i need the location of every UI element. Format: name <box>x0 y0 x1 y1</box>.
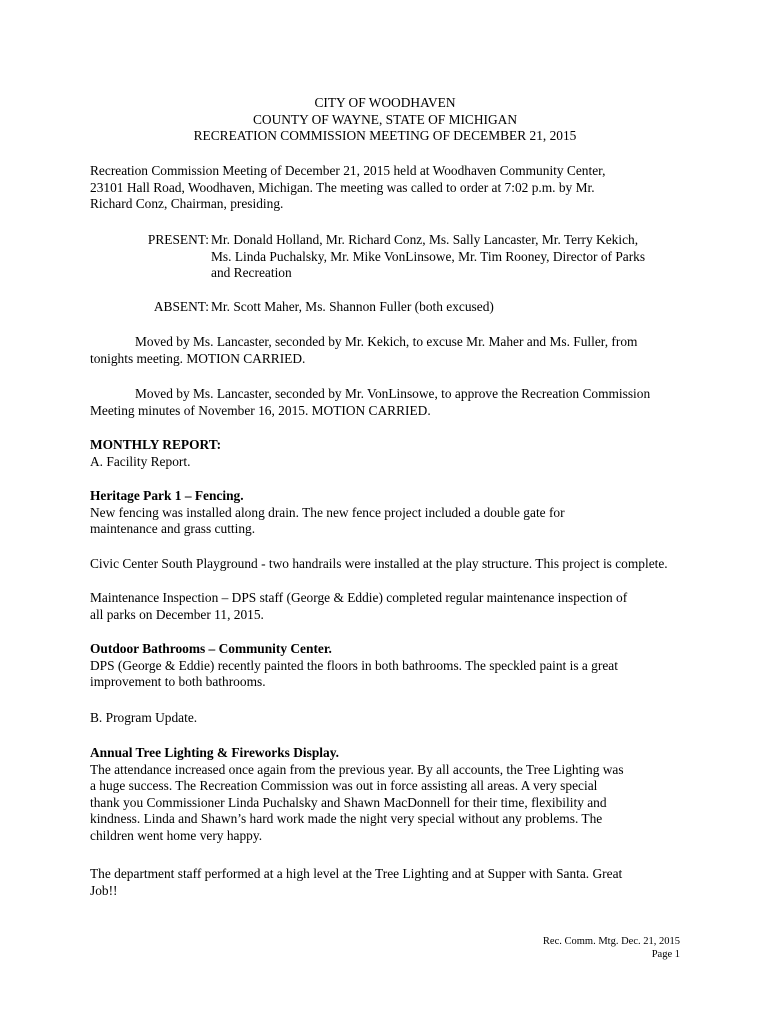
present-section <box>90 232 209 249</box>
bathrooms-heading: Outdoor Bathrooms – Community Center. <box>90 641 332 656</box>
tree-lighting-heading: Annual Tree Lighting & Fireworks Display. <box>90 745 339 760</box>
tree-lighting-section: Annual Tree Lighting & Fireworks Display. The attendance increased once again from the previous year. By all accounts, the Tree Lighting was a huge success. The Recreation Commission was out in force assisting all areas. A very special thank you Commissioner Linda Puchalsky and Shawn MacDonnell for their time, flexibility and kindness. Linda and Shawn’s hard work made the night very special without any problems. The children went home very happy. <box>90 745 730 845</box>
absent-label: ABSENT: <box>153 299 209 314</box>
header-city: CITY OF WOODHAVEN <box>314 95 456 110</box>
monthly-report-section <box>90 437 730 470</box>
monthly-report-heading: MONTHLY REPORT: <box>90 437 222 452</box>
maintenance-paragraph: Maintenance Inspection – DPS staff (George & Eddie) completed regular maintenance inspection of all parks on December 11, 2015. <box>90 590 628 622</box>
absent-section <box>90 299 209 316</box>
motion-approve-minutes: Moved by Ms. Lancaster, seconded by Mr. VonLinsowe, to approve the Recreation Commission Meeting minutes of November 16, 2015. MOTION CARRIED. <box>90 386 651 418</box>
present-label: PRESENT: <box>147 232 209 247</box>
motion-excuse: Moved by Ms. Lancaster, seconded by Mr. Kekich, to excuse Mr. Maher and Ms. Fuller, from tonights meeting. MOTION CARRIED. <box>90 334 638 366</box>
header-county: COUNTY OF WAYNE, STATE OF MICHIGAN <box>252 111 518 127</box>
footer-page-number: Page 1 <box>651 949 680 960</box>
absent-list: Mr. Scott Maher, Ms. Shannon Fuller (both excused) <box>211 299 494 314</box>
document-header <box>0 95 770 145</box>
heritage-park-section: Heritage Park 1 – Fencing. New fencing was installed along drain. The new fence project included a double gate for maintenance and grass cutting. <box>90 488 730 538</box>
program-update-label: B. Program Update. <box>90 710 198 725</box>
staff-paragraph: The department staff performed at a high level at the Tree Lighting and at Supper with Santa. Great Job!! <box>90 866 623 898</box>
page-footer <box>543 935 680 961</box>
facility-report-label: A. Facility Report. <box>90 453 191 469</box>
heritage-park-heading: Heritage Park 1 – Fencing. <box>90 488 244 503</box>
bathrooms-section: Outdoor Bathrooms – Community Center. DPS (George & Eddie) recently painted the floors in both bathrooms. The speckled paint is a great improvement to both bathrooms. <box>90 641 730 691</box>
header-meeting-title: RECREATION COMMISSION MEETING OF DECEMBER 21, 2015 <box>193 128 577 144</box>
civic-center-paragraph: Civic Center South Playground - two handrails were installed at the play structure. This project is complete. <box>90 556 668 571</box>
footer-meeting-ref: Rec. Comm. Mtg. Dec. 21, 2015 <box>542 936 680 947</box>
intro-paragraph: Recreation Commission Meeting of December 21, 2015 held at Woodhaven Community Center, 23101 Hall Road, Woodhaven, Michigan. The meeting was called to order at 7:02 p.m. by Mr. Richard Conz, Chairman, presiding. <box>90 163 606 212</box>
present-list: Mr. Donald Holland, Mr. Richard Conz, Ms. Sally Lancaster, Mr. Terry Kekich, Ms. Linda Puchalsky, Mr. Mike VonLinsowe, Mr. Tim Rooney, Director of Parks and Recreation <box>211 232 646 281</box>
